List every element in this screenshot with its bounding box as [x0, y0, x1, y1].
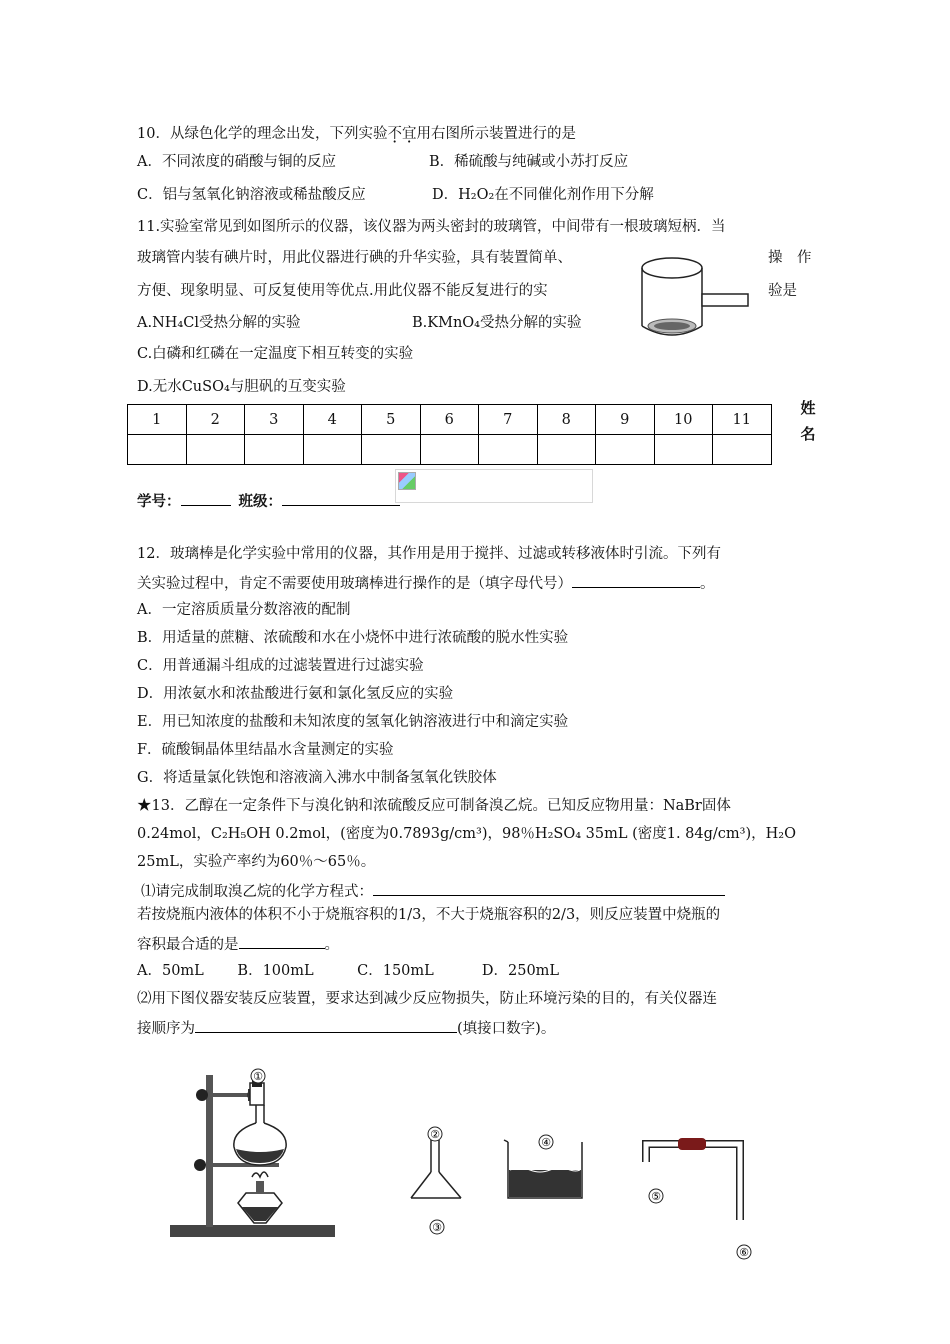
q10-emphasis-yi: 宜	[401, 126, 417, 142]
q11-option-c: C.白磷和红磷在一定温度下相互转变的实验	[137, 346, 414, 362]
answer-table-header: 6	[420, 405, 479, 435]
student-info	[137, 490, 400, 512]
answer-cell[interactable]	[186, 435, 245, 465]
q10-option-b: B．稀硫酸与纯碱或小苏打反应	[429, 154, 629, 170]
student-id-label: 学号：	[137, 494, 181, 510]
q10-stem: 10．从绿色化学的理念出发，下列实验不宜用右图所示装置进行的是	[137, 126, 576, 142]
q11-line-1: 11.实验室常见到如图所示的仪器，该仪器为两头密封的玻璃管，中间带有一根玻璃短柄．当	[137, 219, 726, 235]
answer-cell[interactable]	[654, 435, 713, 465]
sealed-glass-tube-figure	[636, 254, 756, 346]
answer-table-header: 1	[128, 405, 187, 435]
q11-option-b: B.KMnO₄受热分解的实验	[412, 315, 582, 331]
q11-option-d: D.无水CuSO₄与胆矾的互变实验	[137, 379, 346, 395]
answer-table	[127, 404, 772, 465]
q13-volume-blank[interactable]	[239, 933, 325, 949]
q13-line-4: 若按烧瓶内液体的体积不小于烧瓶容积的1/3，不大于烧瓶容积的2/3，则反应装置中烧瓶的	[137, 907, 721, 923]
q10-option-c: C．铝与氢氧化钠溶液或稀盐酸反应	[137, 187, 366, 203]
q11-line-2: 玻璃管内装有碘片时，用此仪器进行碘的升华实验，具有装置简单、	[137, 250, 572, 266]
answer-table-header: 3	[245, 405, 304, 435]
label-6: ⑥	[739, 1246, 749, 1259]
q13-sub-2-line-1: ⑵用下图仪器安装反应装置，要求达到减少反应物损失，防止环境污染的目的，有关仪器连	[137, 991, 717, 1007]
q13-sub-2-line-2: 接顺序为 (填接口数字)。	[137, 1017, 555, 1039]
q12-option-a: A．一定溶质质量分数溶液的配制	[137, 602, 351, 618]
q11-option-a: A.NH₄Cl受热分解的实验	[137, 315, 301, 331]
bent-tube-figure	[640, 1130, 760, 1260]
reaction-apparatus-figure	[160, 1065, 340, 1250]
answer-table-header-row	[128, 405, 772, 435]
answer-cell[interactable]	[362, 435, 421, 465]
answer-table-header: 2	[186, 405, 245, 435]
answer-cell[interactable]	[303, 435, 362, 465]
broken-image-placeholder	[395, 469, 593, 503]
q12-option-d: D．用浓氨水和浓盐酸进行氨和氯化氢反应的实验	[137, 686, 454, 702]
label-5: ⑤	[651, 1190, 661, 1203]
q11-line-3: 方便、现象明显、可反复使用等优点.用此仪器不能反复进行的实	[137, 283, 548, 299]
clamp-knob-icon	[196, 1089, 208, 1101]
name-label: 姓 名	[800, 399, 816, 443]
answer-table-header: 9	[596, 405, 655, 435]
class-label: 班级：	[238, 494, 282, 510]
student-id-blank[interactable]	[181, 490, 231, 506]
answer-cell[interactable]	[713, 435, 772, 465]
q13-line-1: ★13．乙醇在一定条件下与溴化钠和浓硫酸反应可制备溴乙烷。已知反应物用量：NaBr固体	[137, 798, 731, 814]
label-1: ①	[253, 1070, 263, 1083]
funnel-figure	[405, 1120, 465, 1240]
answer-cell[interactable]	[479, 435, 538, 465]
broken-image-icon	[398, 472, 416, 490]
answer-cell[interactable]	[537, 435, 596, 465]
answer-cell[interactable]	[245, 435, 304, 465]
q13-line-3: 25mL，实验产率约为60％～65％。	[137, 854, 376, 870]
label-2: ②	[430, 1128, 440, 1141]
q12-answer-blank[interactable]	[572, 572, 700, 588]
q11-line-3-end: 验是	[768, 283, 797, 299]
q12-option-b: B．用适量的蔗糖、浓硫酸和水在小烧怀中进行浓硫酸的脱水性实验	[137, 630, 569, 646]
q12-option-f: F．硫酸铜晶体里结晶水含量测定的实验	[137, 742, 394, 758]
answer-table-header: 4	[303, 405, 362, 435]
q13-line-2: 0.24mol，C₂H₅OH 0.2mol，(密度为0.7893g/cm³)，98％H₂SO₄ 35mL (密度1. 84g/cm³)，H₂O	[137, 826, 796, 842]
q12-line-2: 关实验过程中，肯定不需要使用玻璃棒进行操作的是（填字母代号） 。	[137, 572, 715, 594]
beaker-figure	[500, 1130, 590, 1210]
q12-option-c: C．用普通漏斗组成的过滤装置进行过滤实验	[137, 658, 424, 674]
answer-cell[interactable]	[596, 435, 655, 465]
answer-cell[interactable]	[128, 435, 187, 465]
q13-sub-1: ⑴请完成制取溴乙烷的化学方程式：	[141, 880, 725, 902]
q12-option-g: G．将适量氯化铁饱和溶液滴入沸水中制备氢氧化铁胶体	[137, 770, 497, 786]
label-4: ④	[541, 1136, 551, 1149]
answer-table-header: 5	[362, 405, 421, 435]
q12-line-1: 12．玻璃棒是化学实验中常用的仪器，其作用是用于搅拌、过滤或转移液体时引流。下列有	[137, 546, 721, 562]
answer-table-header: 11	[713, 405, 772, 435]
answer-table-answer-row	[128, 435, 772, 465]
label-3: ③	[432, 1221, 442, 1234]
class-blank[interactable]	[282, 490, 400, 506]
answer-cell[interactable]	[420, 435, 479, 465]
q13-options: A．50mL B．100mL C．150mL D．250mL	[137, 963, 560, 979]
q10-emphasis-bu: 不	[387, 126, 402, 142]
answer-table-header: 7	[479, 405, 538, 435]
answer-table-header: 10	[654, 405, 713, 435]
q13-equation-blank[interactable]	[373, 880, 725, 896]
q10-option-d: D．H₂O₂在不同催化剂作用下分解	[432, 187, 654, 203]
q10-option-a: A．不同浓度的硝酸与铜的反应	[137, 154, 336, 170]
q13-line-5: 容积最合适的是 。	[137, 933, 339, 955]
q11-line-2-end: 操 作	[768, 250, 812, 266]
answer-table-header: 8	[537, 405, 596, 435]
q12-option-e: E．用已知浓度的盐酸和未知浓度的氢氧化钠溶液进行中和滴定实验	[137, 714, 569, 730]
q13-order-blank[interactable]	[195, 1017, 457, 1033]
